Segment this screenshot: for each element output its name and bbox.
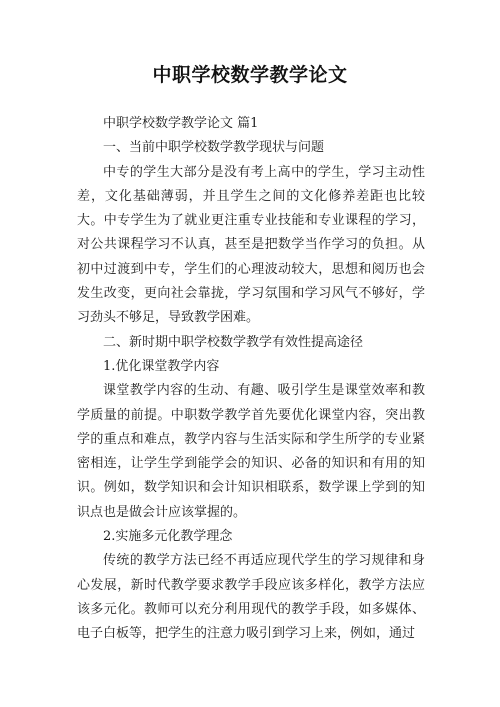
section-heading: 中职学校数学教学论文 篇1: [103, 116, 259, 131]
section-heading: 二、新时期中职学校数学教学有效性提高途径: [103, 334, 364, 350]
body-paragraph: 中专的学生大部分是没有考上高中的学生，学习主动性差，文化基础薄弱，并且学生之间的文化修养差距也比较大。中专学生为了就业更注重专业技能和专业课程的学习，对公共课程学习不认真，甚至是把数学当作学习的负担。从初中过渡到中专，学生们的心理波动较大，思想和阅历也会发生改变，更向社会靠拢，学习氛围和学习风气不够好，学习劲头不够足，导致教学困难。: [77, 164, 425, 326]
document-body: [77, 112, 425, 642]
subsection-heading: 2.实施多元化教学理念: [103, 529, 233, 545]
document-title: 中职学校数学教学论文: [152, 64, 348, 86]
body-paragraph: 课堂教学内容的生动、有趣、吸引学生是课堂效率和教学质量的前提。中职数学教学首先要优化课堂内容，突出教学的重点和难点，教学内容与生活实际和学生所学的专业紧密相连，让学生学到能学会的知识、必备的知识和有用的知识。例如，数学知识和会计知识相联系，数学课上学到的知识点也是做会计应该掌握的。: [77, 383, 425, 520]
section-heading: 一、当前中职学校数学教学现状与问题: [103, 140, 325, 156]
subsection-heading: 1.优化课堂教学内容: [103, 358, 220, 374]
body-paragraph: 传统的教学方法已经不再适应现代学生的学习规律和身心发展，新时代教学要求教学手段应该多样化，教学方法应该多元化。教师可以充分利用现代的教学手段，如多媒体、电子白板等，把学生的注意力吸引到学习上来，例如，通过: [77, 553, 425, 642]
